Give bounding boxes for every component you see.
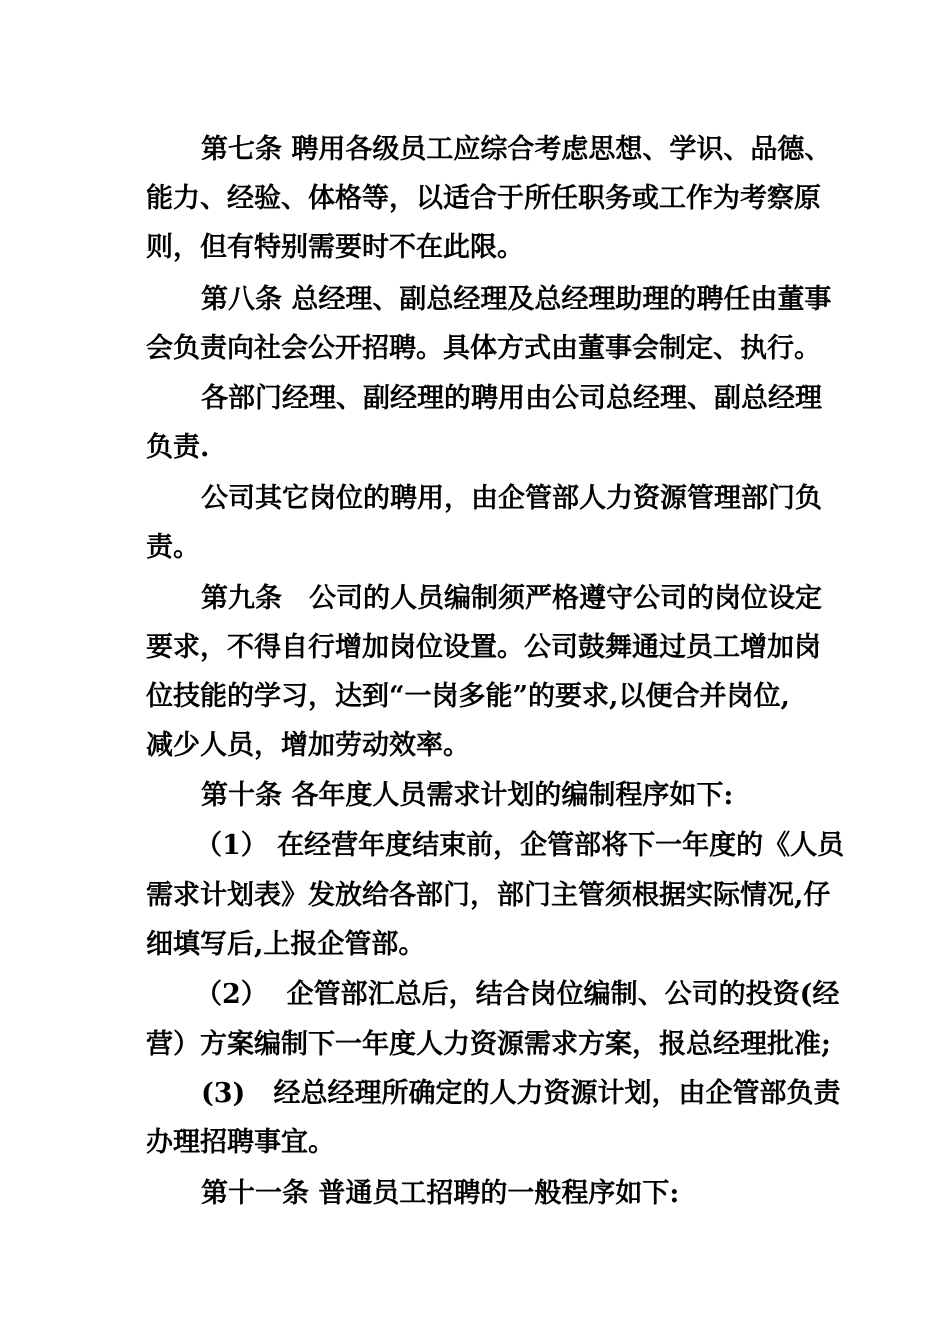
article-9-line-4: 减少人员，增加劳动效率。: [146, 730, 470, 761]
article-8-para-3-line-2: 责。: [146, 532, 200, 563]
article-7-line-1: 第七条 聘用各级员工应综合考虑思想、学识、品德、: [201, 134, 832, 165]
article-8-para-2-line-1: 各部门经理、副经理的聘用由公司总经理、副总经理: [201, 383, 822, 414]
article-10-item-1-line-2: 需求计划表》发放给各部门，部门主管须根据实际情况,仔: [146, 880, 831, 911]
article-10-item-3-line-2: 办理招聘事宜。: [146, 1127, 335, 1158]
article-10-item-2-line-2: 营）方案编制下一年度人力资源需求方案，报总经理批准;: [146, 1029, 831, 1060]
article-8-line-1: 第八条 总经理、副总经理及总经理助理的聘任由董事: [201, 284, 832, 315]
article-8-para-3-line-1: 公司其它岗位的聘用，由企管部人力资源管理部门负: [201, 483, 822, 514]
article-8-para-2-line-2: 负责.: [146, 432, 210, 463]
article-10-item-2-line-1: （2） 企管部汇总后，结合岗位编制、公司的投资(经: [195, 979, 840, 1010]
article-10-item-1-line-1: （1） 在经营年度结束前，企管部将下一年度的《人员: [195, 830, 845, 861]
article-10-item-1-line-3: 细填写后,上报企管部。: [146, 929, 426, 960]
article-9-line-1: 第九条 公司的人员编制须严格遵守公司的岗位设定: [201, 583, 822, 614]
article-9-line-2: 要求，不得自行增加岗位设置。公司鼓舞通过员工增加岗: [146, 632, 821, 663]
article-9-line-3: 位技能的学习，达到“一岗多能”的要求,以便合并岗位,: [146, 681, 790, 712]
article-11-line-1: 第十一条 普通员工招聘的一般程序如下:: [201, 1178, 680, 1209]
article-10-line-1: 第十条 各年度人员需求计划的编制程序如下:: [201, 780, 734, 811]
article-7-line-3: 则，但有特别需要时不在此限。: [146, 232, 524, 263]
article-10-item-3-line-1: (3) 经总经理所确定的人力资源计划，由企管部负责: [201, 1078, 841, 1109]
article-7-line-2: 能力、经验、体格等，以适合于所任职务或工作为考察原: [146, 183, 821, 214]
article-8-line-2: 会负责向社会公开招聘。具体方式由董事会制定、执行。: [146, 333, 821, 364]
